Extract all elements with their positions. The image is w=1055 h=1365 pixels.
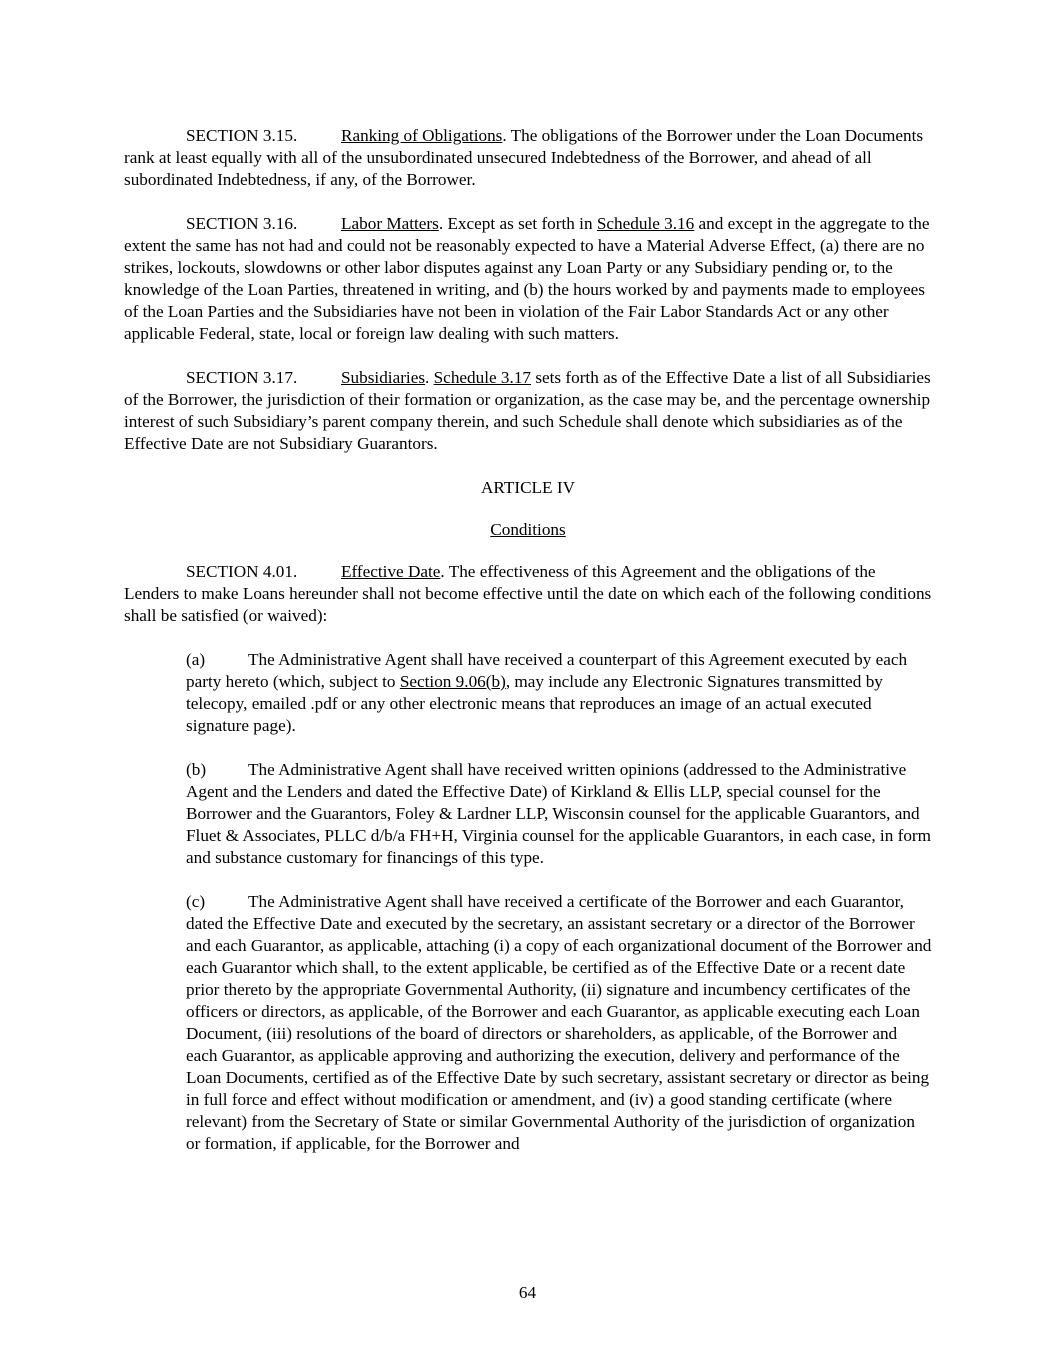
section-4-01	[124, 561, 932, 627]
section-number: SECTION 3.17.	[186, 368, 298, 387]
section-body-pre: . Except as set forth in	[438, 214, 597, 233]
item-body: The Administrative Agent shall have received written opinions (addressed to the Administrative Agent and the Lenders and dated the Effective Date) of Kirkland & Ellis LLP, special counsel for the Borrower and the Guarantors, Foley & Lardner LLP, Wisconsin counsel for the applicable Guarantors, and Fluet & Associates, PLLC d/b/a FH+H, Virginia counsel for the applicable Guarantors, in each case, in form and substance customary for financings of this type.	[186, 760, 932, 867]
item-label: (c)	[186, 892, 206, 911]
schedule-reference: Schedule 3.16	[596, 214, 695, 233]
section-title: Labor Matters	[341, 214, 439, 233]
section-body: and except in the aggregate to the extent the same has not had and could not be reasonably expected to have a Material Adverse Effect, (a) there are no strikes, lockouts, slowdowns or other labor disputes against any Loan Party or any Subsidiary pending or, to the knowledge of the Loan Parties, threatened in writing, and (b) the hours worked by and payments made to employees of the Loan Parties and the Subsidiaries have not been in violation of the Fair Labor Standards Act or any other applicable Federal, state, local or foreign law dealing with such matters.	[124, 214, 930, 343]
item-label: (a)	[186, 650, 206, 669]
section-3-17	[124, 367, 932, 455]
section-3-16	[124, 213, 932, 345]
section-number: SECTION 3.15.	[186, 126, 298, 145]
article-subheading	[124, 519, 932, 541]
item-body: , may include any Electronic Signatures transmitted by telecopy, emailed .pdf or any other electronic means that reproduces an image of an actual executed signature page).	[186, 672, 883, 735]
page-number: 64	[518, 1283, 537, 1302]
section-reference: Section 9.06(b)	[399, 672, 506, 691]
section-title: Ranking of Obligations	[341, 126, 503, 145]
item-label: (b)	[186, 760, 207, 779]
condition-b	[186, 759, 932, 869]
article-subheading-text: Conditions	[490, 520, 566, 539]
section-number: SECTION 4.01.	[186, 562, 298, 581]
item-body-pre: The Administrative Agent shall have received a counterpart of this Agreement executed by each party hereto (which, subject to	[186, 650, 908, 691]
condition-a	[186, 649, 932, 737]
section-title: Subsidiaries	[341, 368, 426, 387]
document-page	[124, 125, 932, 1177]
schedule-reference: Schedule 3.17	[433, 368, 532, 387]
section-title: Effective Date	[341, 562, 441, 581]
section-3-15	[124, 125, 932, 191]
section-body: sets forth as of the Effective Date a list of all Subsidiaries of the Borrower, the jurisdiction of their formation or organization, as the case may be, and the percentage ownership interest of such Subsidiary’s parent company therein, and such Schedule shall denote which subsidiaries as of the Effective Date are not Subsidiary Guarantors.	[124, 368, 931, 453]
section-number: SECTION 3.16.	[186, 214, 298, 233]
section-body: . The obligations of the Borrower under the Loan Documents rank at least equally with all of the unsubordinated unsecured Indebtedness of the Borrower, and ahead of all subordinated Indebtedness, if any, of the Borrower.	[124, 126, 924, 189]
section-body-pre: .	[425, 368, 434, 387]
article-heading: ARTICLE IV	[481, 478, 575, 497]
condition-c	[186, 891, 932, 1155]
section-body: . The effectiveness of this Agreement and the obligations of the Lenders to make Loans hereunder shall not become effective until the date on which each of the following conditions shall be satisfied (or waived):	[124, 562, 932, 625]
item-body: The Administrative Agent shall have received a certificate of the Borrower and each Guarantor, dated the Effective Date and executed by the secretary, an assistant secretary or a director of the Borrower and each Guarantor, as applicable, attaching (i) a copy of each organizational document of the Borrower and each Guarantor which shall, to the extent applicable, be certified as of the Effective Date or a recent date prior thereto by the appropriate Governmental Authority, (ii) signature and incumbency certificates of the officers or directors, as applicable, of the Borrower and each Guarantor, as applicable executing each Loan Document, (iii) resolutions of the board of directors or shareholders, as applicable, of the Borrower and each Guarantor, as applicable approving and authorizing the execution, delivery and performance of the Loan Documents, certified as of the Effective Date by such secretary, assistant secretary or director as being in full force and effect without modification or amendment, and (iv) a good standing certificate (where relevant) from the Secretary of State or similar Governmental Authority of the jurisdiction of organization or formation, if applicable, for the Borrower and	[186, 892, 932, 1153]
